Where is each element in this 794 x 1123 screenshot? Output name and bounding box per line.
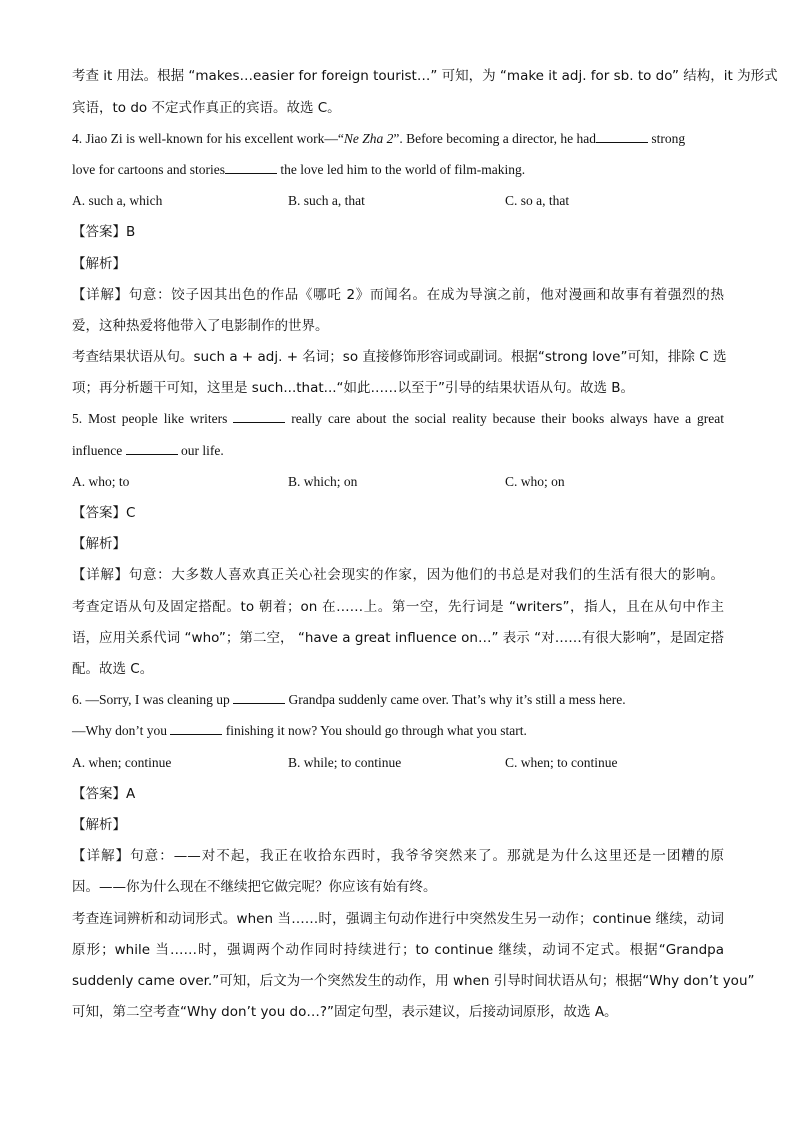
answer-blank (233, 410, 285, 423)
q5-detail: 语，应用关系代词 “who”；第二空， “have a great influence on…” 表示 “对……有很大影响”，是固定搭 (72, 630, 724, 646)
q5-detail: 【详解】句意：大多数人喜欢真正关心社会现实的作家，因为他们的书总是对我们的生活有很大的影响。 (72, 567, 724, 583)
q6-text: —Why don’t you (72, 723, 167, 738)
question-6-line-1 (72, 690, 626, 710)
q4-title: Ne Zha 2 (343, 131, 394, 146)
q5-text: our life. (177, 443, 224, 458)
q4-detail: 项；再分析题干可知，这里是 such...that...“如此……以至于”引导的结果状语从句。故选 B。 (72, 380, 635, 396)
q4-option-a: A. such a, which (72, 193, 163, 208)
q4-text: the love led him to the world of film-making. (276, 162, 526, 177)
q6-detail: 可知，第二空考查“Why don’t you do…?”固定句型，表示建议，后接动词原形，故选 A。 (72, 1004, 618, 1020)
answer-blank (126, 442, 178, 455)
q5-option-b: B. which; on (288, 474, 358, 489)
question-6-line-2 (72, 721, 527, 741)
q6-detail: 原形；while 当……时，强调两个动作同时持续进行；to continue 继续，动词不定式。根据“Grandpa (72, 942, 724, 958)
question-4-line-1 (72, 129, 685, 149)
q4-answer: 【答案】B (72, 224, 136, 240)
q5-answer: 【答案】C (72, 505, 136, 521)
question-5-line-1 (72, 409, 724, 429)
q5-text: influence (72, 443, 123, 458)
answer-blank (596, 130, 648, 143)
q4-option-c: C. so a, that (505, 193, 570, 208)
q4-analysis-label: 【解析】 (72, 256, 126, 272)
text-line: 宾语，to do 不定式作真正的宾语。故选 C。 (72, 100, 341, 116)
q4-text: ”. Before becoming a director, he had (393, 131, 596, 146)
q6-text: Grandpa suddenly came over. That’s why it’s still a mess here. (285, 692, 626, 707)
q5-option-a: A. who; to (72, 474, 130, 489)
q6-option-b: B. while; to continue (288, 755, 402, 770)
q6-detail: 考查连词辨析和动词形式。when 当……时，强调主句动作进行中突然发生另一动作；continue 继续，动词 (72, 911, 724, 927)
q4-detail: 爱，这种热爱将他带入了电影制作的世界。 (72, 318, 329, 334)
q4-text: love for cartoons and stories (72, 162, 225, 177)
q6-analysis-label: 【解析】 (72, 817, 126, 833)
q4-detail: 考查结果状语从句。such a + adj. + 名词；so 直接修饰形容词或副词。根据“strong love”可知，排除 C 选 (72, 349, 727, 365)
text-line: 考查 it 用法。根据 “makes…easier for foreign tourist…” 可知，为 “make it adj. for sb. to do” 结构，it 为形式 (72, 68, 778, 84)
q6-text: 6. —Sorry, I was cleaning up (72, 692, 230, 707)
q5-option-c: C. who; on (505, 474, 565, 489)
answer-blank (170, 722, 222, 735)
q5-detail: 考查定语从句及固定搭配。to 朝着；on 在……上。第一空，先行词是 “writers”，指人，且在从句中作主 (72, 599, 724, 615)
q4-text: 4. Jiao Zi is well-known for his excellent work—“ (72, 131, 344, 146)
q5-text: really care about the social reality because their books always have a great (285, 411, 724, 426)
q5-analysis-label: 【解析】 (72, 536, 126, 552)
q6-option-c: C. when; to continue (505, 755, 618, 770)
answer-blank (233, 691, 285, 704)
question-5-line-2 (72, 441, 224, 461)
q5-detail: 配。故选 C。 (72, 661, 154, 677)
q6-option-a: A. when; continue (72, 755, 172, 770)
q4-option-b: B. such a, that (288, 193, 365, 208)
q6-detail: 【详解】句意：——对不起，我正在收拾东西时，我爷爷突然来了。那就是为什么这里还是一团糟的原 (72, 848, 724, 864)
q6-text: finishing it now? You should go through what you start. (222, 723, 527, 738)
answer-blank (225, 161, 277, 174)
question-4-line-2 (72, 160, 525, 180)
q4-text: strong (647, 131, 686, 146)
q6-detail: suddenly came over.”可知，后文为一个突然发生的动作，用 when 引导时间状语从句；根据“Why don’t you” (72, 973, 755, 989)
q5-text: 5. Most people like writers (72, 411, 228, 426)
q4-detail: 【详解】句意：饺子因其出色的作品《哪吒 2》而闻名。在成为导演之前，他对漫画和故事有着强烈的热 (72, 287, 724, 303)
q6-detail: 因。——你为什么现在不继续把它做完呢？你应该有始有终。 (72, 879, 437, 895)
q6-answer: 【答案】A (72, 786, 136, 802)
